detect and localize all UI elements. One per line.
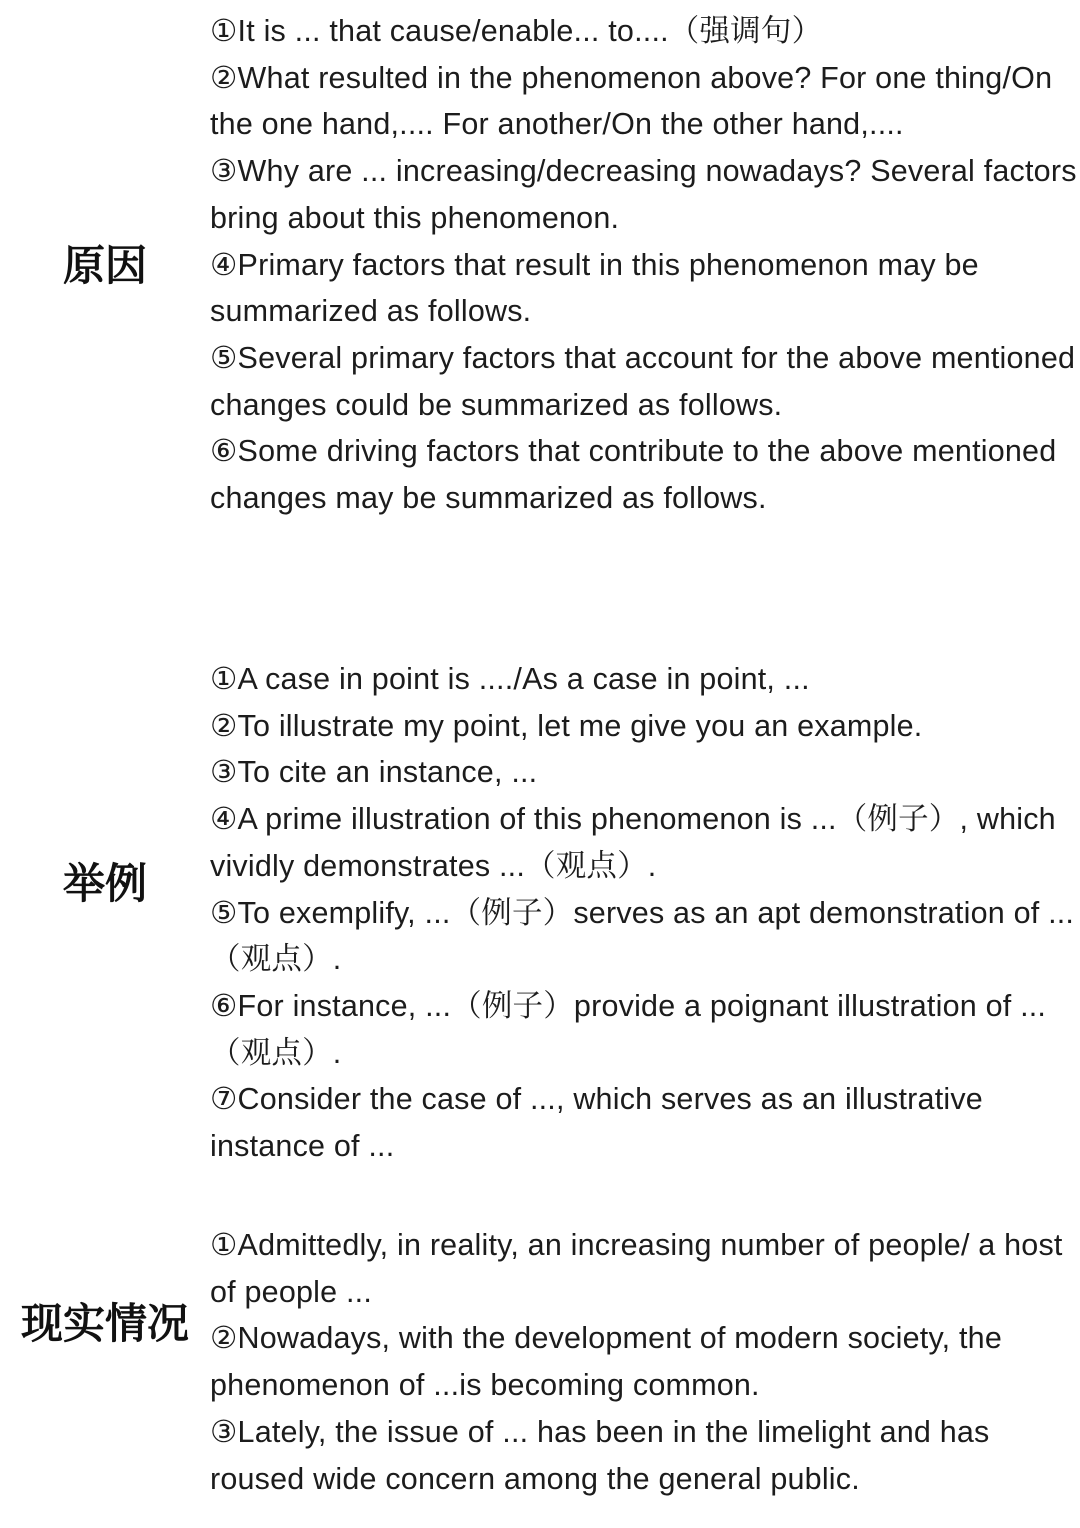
- examples-list: [210, 656, 1078, 1170]
- reality-item: ①Admittedly, in reality, an increasing number of people/ a host of people ...: [210, 1228, 1063, 1309]
- reality-item: ②Nowadays, with the development of modern society, the phenomenon of ...is becoming common.: [210, 1321, 1003, 1403]
- causes-label: 原因: [62, 241, 147, 290]
- causes-item: ⑤Several primary factors that account for the above mentioned changes could be summarized as follows.: [210, 340, 1076, 422]
- reality-label: 现实情况: [20, 1299, 189, 1348]
- causes-item: ①It is ... that cause/enable... to....（强调句）: [210, 14, 823, 48]
- examples-item: ①A case in point is ..../As a case in point, ...: [210, 662, 810, 696]
- causes-section: [0, 8, 1080, 568]
- causes-list: [210, 8, 1078, 522]
- examples-label: 举例: [62, 859, 147, 908]
- examples-item: ⑥For instance, ...（例子）provide a poignant illustration of ...（观点）.: [210, 988, 1047, 1070]
- examples-item: ④A prime illustration of this phenomenon is ...（例子）, which vividly demonstrates ...（观点）.: [210, 802, 1056, 883]
- examples-item: ③To cite an instance, ...: [210, 755, 538, 790]
- examples-item: ②To illustrate my point, let me give you an example.: [210, 708, 923, 743]
- causes-item: ③Why are ... increasing/decreasing nowadays? Several factors bring about this phenomenon.: [210, 154, 1077, 235]
- reality-list: [210, 1222, 1078, 1502]
- reality-section: [0, 1222, 1080, 1522]
- causes-item: ⑥Some driving factors that contribute to the above mentioned changes may be summarized as follows.: [210, 434, 1057, 516]
- examples-item: ⑦Consider the case of ..., which serves as an illustrative instance of ...: [210, 1082, 983, 1164]
- causes-item: ④Primary factors that result in this phenomenon may be summarized as follows.: [210, 247, 979, 329]
- examples-section: [0, 656, 1080, 1176]
- causes-item: ②What resulted in the phenomenon above? For one thing/On the one hand,.... For another/On the other hand,....: [210, 60, 1053, 142]
- examples-item: ⑤To exemplify, ...（例子）serves as an apt demonstration of ...（观点）.: [210, 895, 1075, 977]
- reality-item: ③Lately, the issue of ... has been in the limelight and has roused wide concern among the general public.: [210, 1414, 990, 1496]
